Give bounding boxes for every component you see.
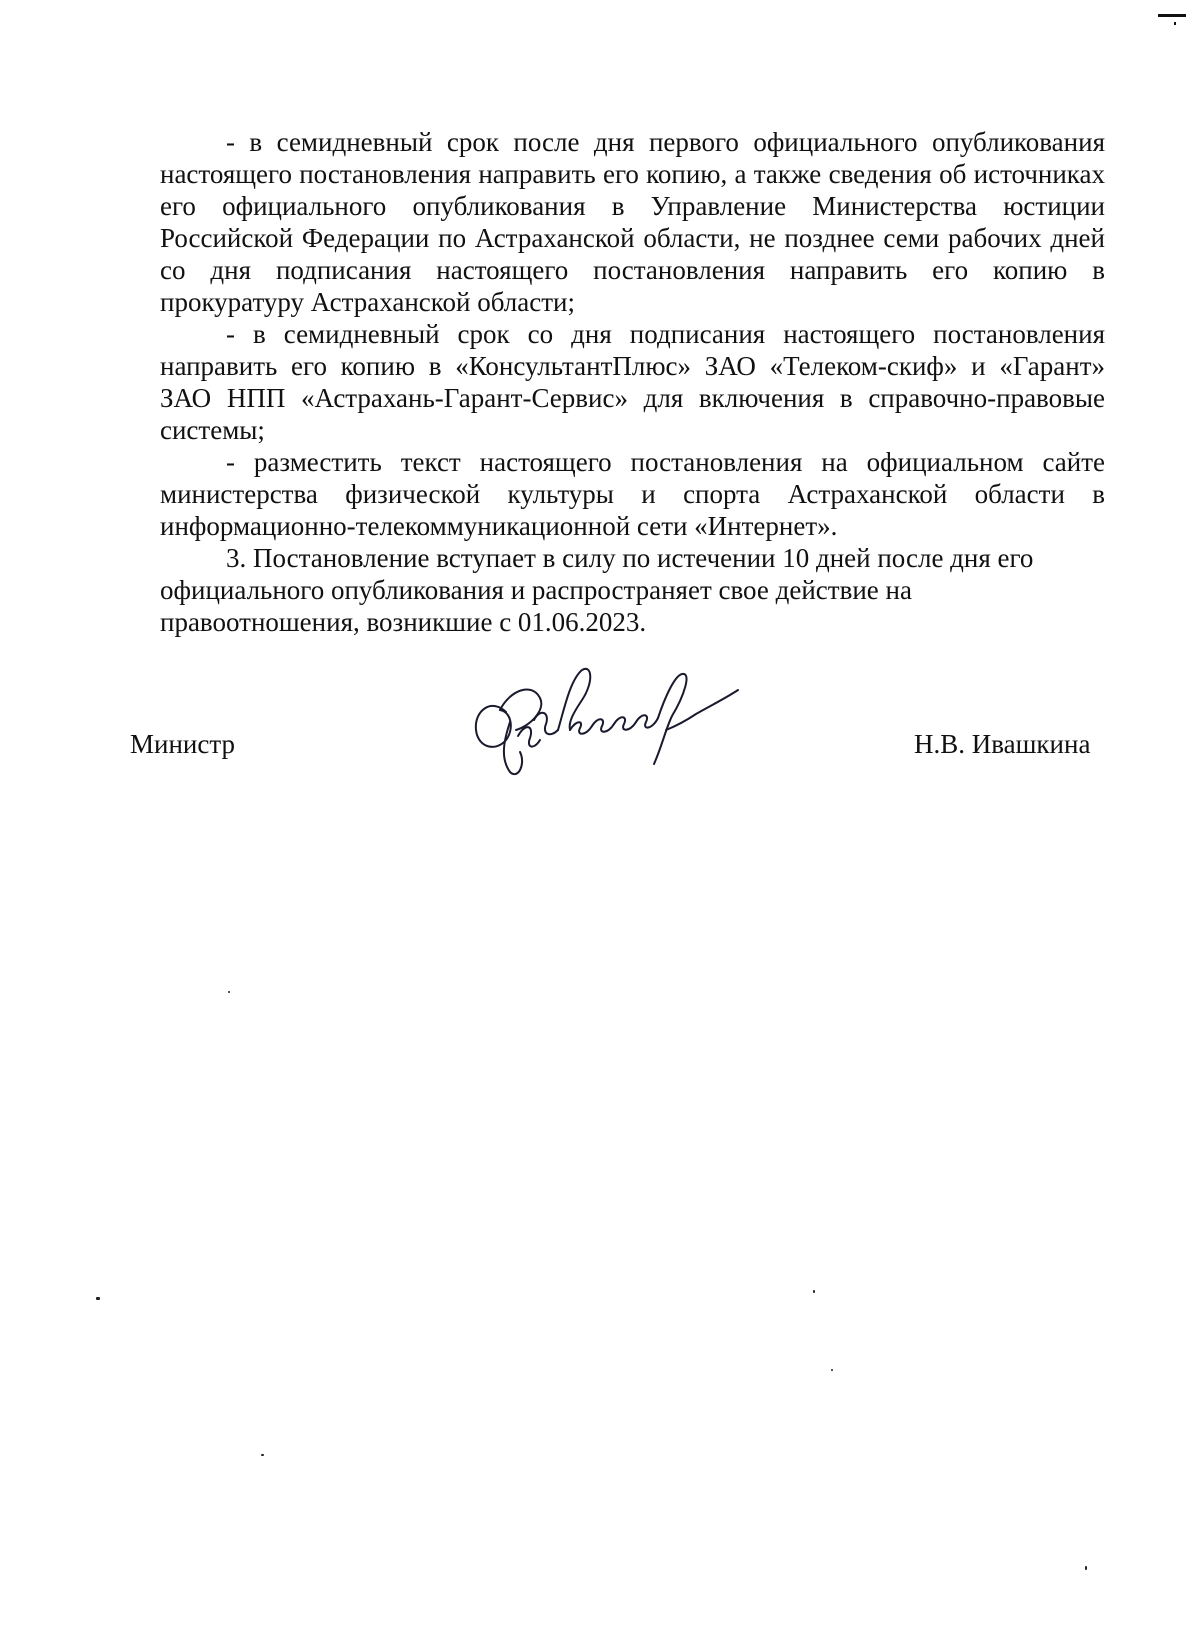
document-body bbox=[160, 126, 1105, 638]
scan-speck bbox=[813, 1290, 815, 1293]
paragraph-entry-into-force: 3. Постановление вступает в силу по истечении 10 дней после дня его официального опубликования и распространяет свое действие на правоотношения, возникшие с 01.06.2023. bbox=[160, 543, 1034, 637]
scan-speck bbox=[1085, 1566, 1087, 1570]
paragraph-website-posting: - разместить текст настоящего постановления на официальном сайте министерства физической культуры и спорта Астраханской области в информационно-телекоммуникационной сети «Интернет». bbox=[160, 447, 1105, 541]
scan-speck bbox=[831, 1369, 833, 1371]
scan-speck bbox=[261, 1454, 264, 1456]
paragraph-legal-systems-submission: - в семидневный срок со дня подписания настоящего постановления направить его копию в «КонсультантПлюс» ЗАО «Телеком-скиф» и «Гарант» ЗАО НПП «Астрахань-Гарант-Сервис» для включения в справочно-правовые системы; bbox=[160, 319, 1105, 445]
position-title: Министр bbox=[130, 729, 235, 759]
page-corner-mark bbox=[1158, 14, 1186, 17]
page-corner-mark-dot bbox=[1174, 22, 1176, 25]
handwritten-signature bbox=[470, 660, 740, 795]
paragraph-publication-submission: - в семидневный срок после дня первого официального опубликования настоящего постановления направить его копию, а также сведения об источниках его официального опубликования в Управление Министерства юстиции Российской Федерации по Астраханской области, не позднее семи рабочих дней со дня подписания настоящего постановления направить его копию в прокуратуру Астраханской области; bbox=[160, 127, 1105, 317]
scan-speck bbox=[96, 1297, 100, 1300]
scan-speck bbox=[228, 991, 230, 993]
signer-name: Н.В. Ивашкина bbox=[914, 729, 1091, 759]
